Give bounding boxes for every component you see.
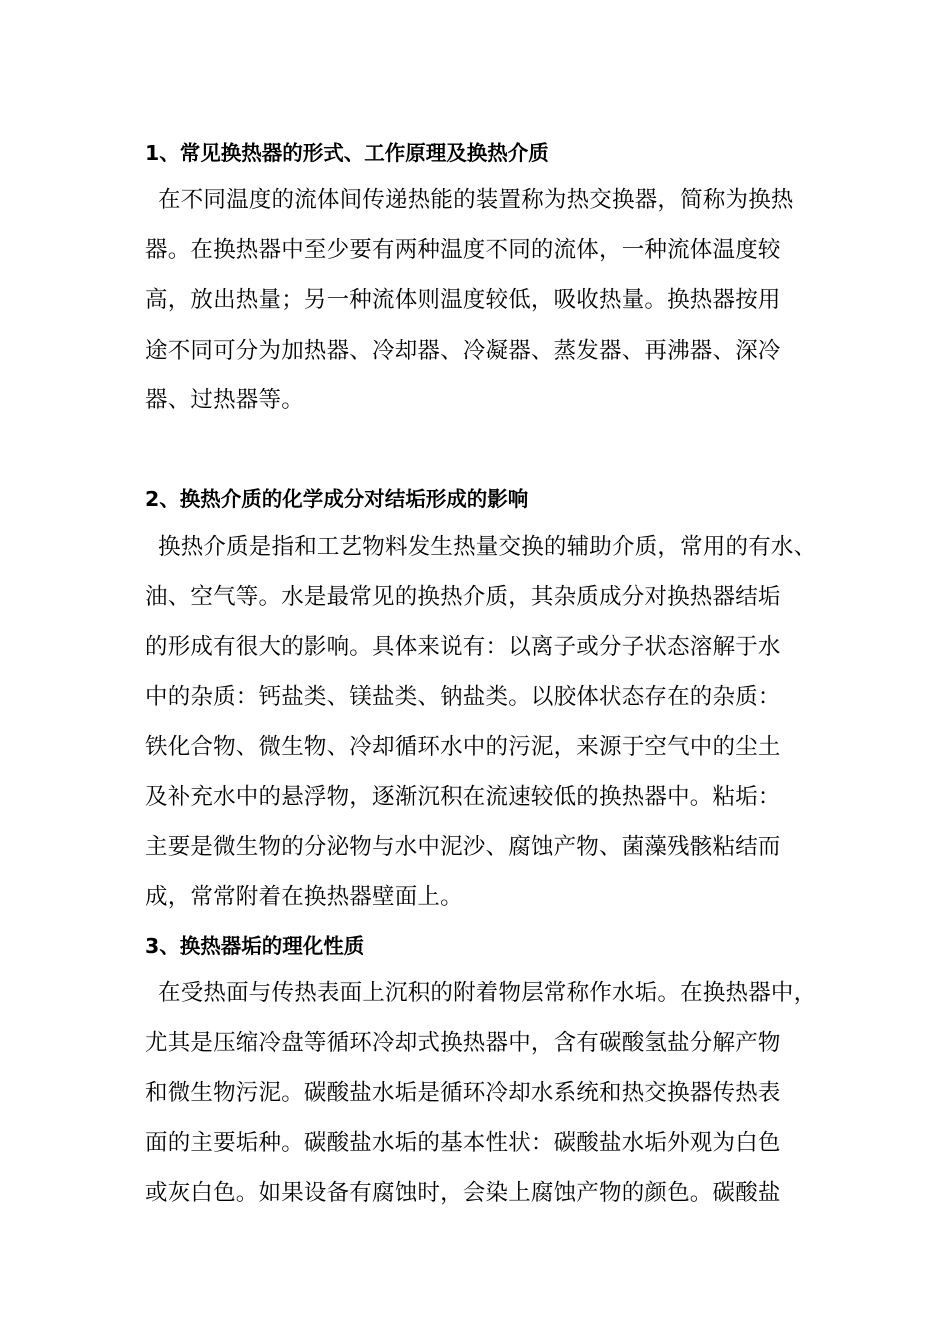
- section-3-line-3: 和微生物污泥。碳酸盐水垢是循环冷却水系统和热交换器传热表: [145, 1080, 781, 1106]
- section-3-line-4: 面的主要垢种。碳酸盐水垢的基本性状：碳酸盐水垢外观为白色: [145, 1130, 781, 1156]
- section-2-heading: 2、换热介质的化学成分对结垢形成的影响: [145, 487, 529, 511]
- section-1-line-3: 高，放出热量；另一种流体则温度较低，吸收热量。换热器按用: [145, 287, 781, 313]
- section-1-line-5: 器、过热器等。: [145, 387, 304, 413]
- section-1-heading: 1、常见换热器的形式、工作原理及换热介质: [145, 141, 549, 165]
- section-2-line-5: 铁化合物、微生物、冷却循环水中的污泥，来源于空气中的尘土: [145, 734, 781, 760]
- section-2-line-3: 的形成有很大的影响。具体来说有：以离子或分子状态溶解于水: [145, 634, 781, 660]
- section-3-heading: 3、换热器垢的理化性质: [145, 934, 365, 958]
- section-3-line-2: 尤其是压缩冷盘等循环冷却式换热器中，含有碳酸氢盐分解产物: [145, 1030, 781, 1056]
- section-1-line-1: 在不同温度的流体间传递热能的装置称为热交换器，简称为换热: [158, 187, 794, 213]
- section-3-line-1: 在受热面与传热表面上沉积的附着物层常称作水垢。在换热器中，: [158, 980, 817, 1006]
- section-2-line-7: 主要是微生物的分泌物与水中泥沙、腐蚀产物、菌藻残骸粘结而: [145, 834, 781, 860]
- section-1-line-4: 途不同可分为加热器、冷却器、冷凝器、蒸发器、再沸器、深冷: [145, 338, 781, 364]
- section-2-line-1: 换热介质是指和工艺物料发生热量交换的辅助介质，常用的有水、: [158, 534, 817, 560]
- section-2-line-8: 成，常常附着在换热器壁面上。: [145, 884, 463, 910]
- section-2-line-2: 油、空气等。水是最常见的换热介质，其杂质成分对换热器结垢: [145, 584, 781, 610]
- section-2-line-4: 中的杂质：钙盐类、镁盐类、钠盐类。以胶体状态存在的杂质：: [145, 684, 781, 710]
- section-1-line-2: 器。在换热器中至少要有两种温度不同的流体，一种流体温度较: [145, 237, 781, 263]
- section-3-line-5: 或灰白色。如果设备有腐蚀时，会染上腐蚀产物的颜色。碳酸盐: [145, 1180, 781, 1206]
- section-2-line-6: 及补充水中的悬浮物，逐渐沉积在流速较低的换热器中。粘垢：: [145, 784, 781, 810]
